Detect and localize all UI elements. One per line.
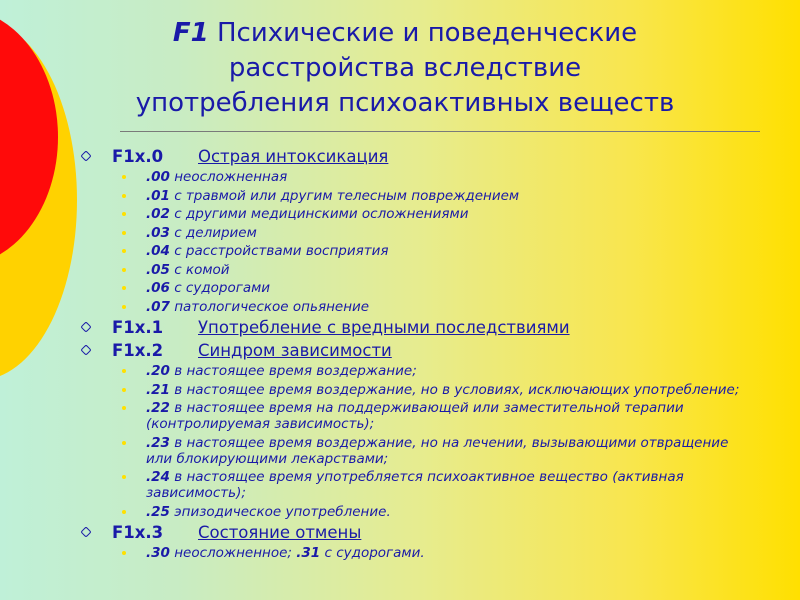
subcode-text: в настоящее время употребляется психоактивное вещество (активная зависимость);	[146, 469, 684, 501]
diamond-bullet-icon	[80, 344, 91, 355]
diamond-bullet-icon	[80, 526, 91, 537]
dot-bullet-icon	[122, 249, 126, 253]
dot-bullet-icon	[122, 369, 126, 373]
title-text: Психические и поведенческие расстройства вследствие употребления психоактивных веществ	[135, 18, 675, 118]
dot-bullet-icon	[122, 305, 126, 309]
subcode-item	[78, 280, 768, 296]
dot-bullet-icon	[122, 268, 126, 272]
slide-title	[130, 16, 680, 121]
subcode: .07	[146, 298, 170, 315]
title-prefix: F1	[172, 18, 209, 48]
subcode-item	[78, 382, 768, 398]
subcode: .03	[146, 224, 170, 241]
subcode: .05	[146, 261, 170, 278]
dot-bullet-icon	[122, 231, 126, 235]
subcode-text: с другими медицинскими осложнениями	[169, 206, 469, 222]
subcode-item	[78, 504, 768, 520]
subcode: .22	[146, 400, 170, 416]
section-label: Употребление с вредными последствиями	[198, 318, 570, 337]
section-item	[78, 317, 768, 339]
subcode-text: с делирием	[169, 224, 257, 241]
subcode-text: с расстройствами восприятия	[169, 243, 389, 259]
subcode-text: в настоящее время на поддерживающей или заместительной терапии (контролируемая зависимость);	[146, 400, 684, 432]
subcode: .00	[146, 169, 170, 185]
subcode-text: с комой	[169, 261, 230, 278]
section-code: F1x.0	[112, 147, 164, 166]
section-code: F1x.2	[112, 341, 164, 360]
subcode: .24	[146, 469, 170, 485]
subcode-item	[78, 206, 768, 222]
subcode: .23	[146, 434, 170, 451]
subcode: .30	[146, 545, 170, 561]
subcode-item	[78, 400, 768, 432]
dot-bullet-icon	[122, 441, 126, 445]
slide-content	[78, 146, 768, 564]
subcode-item	[78, 225, 768, 241]
section-label: Синдром зависимости	[198, 341, 392, 360]
title-divider	[120, 131, 760, 132]
dot-bullet-icon	[122, 212, 126, 216]
subcode-item	[78, 363, 768, 379]
subcode: .21	[146, 381, 170, 398]
subcode-item	[78, 469, 768, 501]
subcode-item	[78, 169, 768, 185]
section-label: Состояние отмены	[198, 523, 362, 542]
subcode-text: эпизодическое употребление.	[169, 503, 391, 520]
dot-bullet-icon	[122, 406, 126, 410]
section-item	[78, 146, 768, 168]
section-code: F1x.3	[112, 523, 164, 542]
subcode: .20	[146, 363, 170, 379]
subcode-item	[78, 435, 768, 467]
subcode-text: в настоящее время воздержание, но на лечении, вызывающими отвращение или блокирующими лекарствами;	[146, 434, 729, 467]
subcode-item	[78, 188, 768, 204]
subcode-text: неосложненная	[169, 169, 288, 185]
dot-bullet-icon	[122, 510, 126, 514]
subcode-item	[78, 545, 768, 561]
subcode-text: в настоящее время воздержание, но в условиях, исключающих употребление;	[169, 381, 740, 398]
subcode: .31	[296, 545, 321, 561]
section-label: Острая интоксикация	[198, 147, 389, 166]
subcode-item	[78, 299, 768, 315]
subcode-text: с судорогами.	[320, 545, 425, 561]
subcode-text: с судорогами	[169, 280, 271, 296]
subcode-item	[78, 243, 768, 259]
dot-bullet-icon	[122, 475, 126, 479]
subcode-text: неосложненное;	[169, 545, 297, 561]
diamond-bullet-icon	[80, 150, 91, 161]
subcode-text: в настоящее время воздержание;	[169, 363, 417, 379]
dot-bullet-icon	[122, 551, 126, 555]
section-item	[78, 522, 768, 544]
subcode: .25	[146, 503, 170, 520]
subcode: .01	[146, 187, 170, 204]
subcode-text: патологическое опьянение	[169, 298, 370, 315]
dot-bullet-icon	[122, 194, 126, 198]
subcode: .02	[146, 206, 170, 222]
subcode-text: с травмой или другим телесным повреждением	[169, 187, 520, 204]
subcode: .06	[146, 280, 170, 296]
section-code: F1x.1	[112, 318, 164, 337]
dot-bullet-icon	[122, 388, 126, 392]
dot-bullet-icon	[122, 175, 126, 179]
diamond-bullet-icon	[80, 321, 91, 332]
subcode-item	[78, 262, 768, 278]
subcode: .04	[146, 243, 170, 259]
dot-bullet-icon	[122, 286, 126, 290]
section-item	[78, 340, 768, 362]
